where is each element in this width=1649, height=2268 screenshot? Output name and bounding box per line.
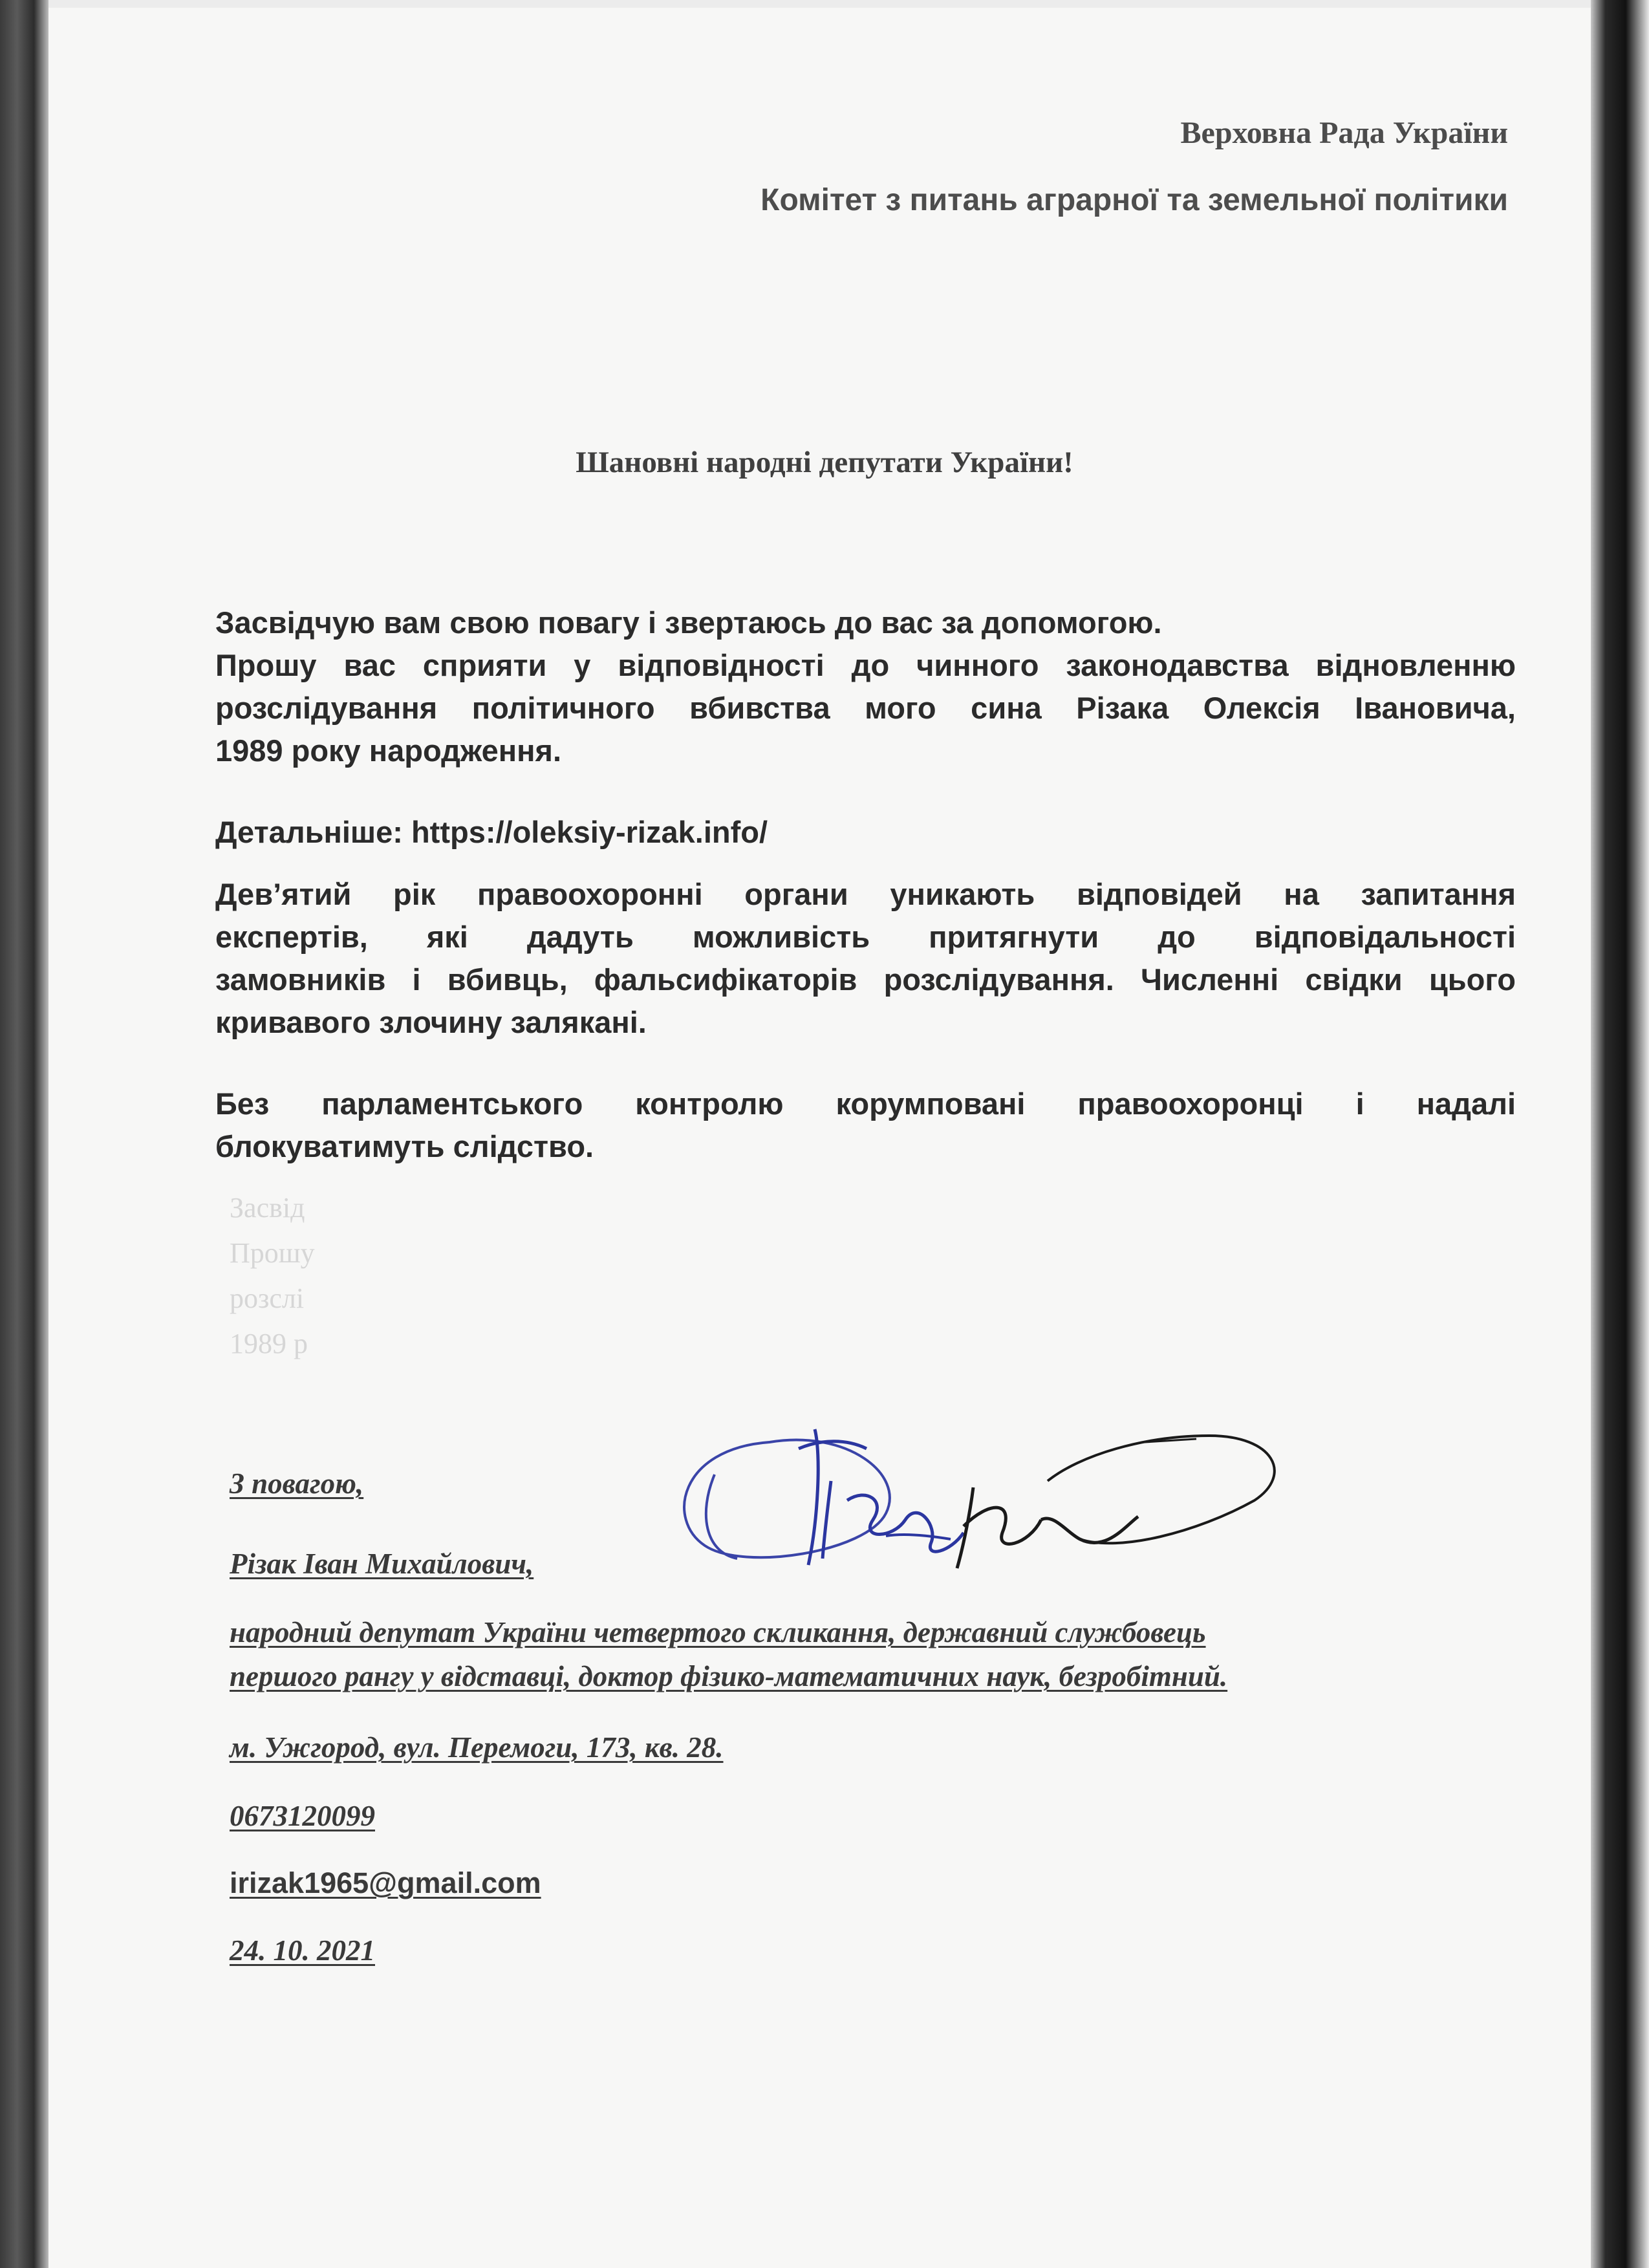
paragraph-details xyxy=(215,811,1516,854)
ghost-text: Прошу xyxy=(230,1237,315,1269)
paragraph-line: експертів, які дадуть можливість притягнути до відповідальності xyxy=(215,920,1516,954)
paragraph-line: 1989 року народження. xyxy=(215,733,562,768)
paragraph-line: кривавого злочину залякані. xyxy=(215,1005,647,1039)
paragraph-line: Прошу вас сприяти у відповідності до чинного законодавства відновленню xyxy=(215,648,1516,682)
sender-email: irizak1965@gmail.com xyxy=(230,1866,541,1899)
closing-regards: З повагою, xyxy=(230,1467,364,1500)
paragraph-request xyxy=(215,601,1516,772)
paragraph-line: Засвідчую вам свою повагу і звертаюсь до вас за допомогою. xyxy=(215,605,1162,640)
scan-edge-top xyxy=(0,0,1649,8)
details-link: https://oleksiy-rizak.info/ xyxy=(411,815,768,849)
paragraph-line: Без парламентського контролю корумповані правоохоронці і надалі xyxy=(215,1086,1516,1121)
sender-phone: 0673120099 xyxy=(230,1800,375,1832)
recipient-parliament: Верховна Рада України xyxy=(1180,116,1508,150)
scan-edge-left xyxy=(0,0,48,2268)
paragraph-line: Дев’ятий рік правоохоронні органи уникають відповідей на запитання xyxy=(215,877,1516,911)
paragraph-investigation xyxy=(215,873,1516,1044)
salutation: Шановні народні депутати України! xyxy=(576,446,1073,479)
ghost-text: 1989 р xyxy=(230,1328,308,1359)
sender-role-line: народний депутат України четвертого скликання, державний службовець xyxy=(230,1616,1206,1648)
sender-address: м. Ужгород, вул. Перемоги, 173, кв. 28. xyxy=(230,1731,724,1764)
letter-date: 24. 10. 2021 xyxy=(230,1934,375,1967)
scan-edge-right xyxy=(1591,0,1649,2268)
recipient-committee: Комітет з питань аграрної та земельної політики xyxy=(760,183,1508,217)
paragraph-control xyxy=(215,1083,1516,1168)
sender-name: Різак Іван Михайлович, xyxy=(230,1548,534,1580)
ghost-text: розслі xyxy=(230,1282,305,1314)
sender-role-line: першого рангу у відставці, доктор фізико-математичних наук, безробітний. xyxy=(230,1660,1228,1692)
ghost-text: Засвід xyxy=(230,1192,305,1224)
paragraph-line: замовників і вбивць, фальсифікаторів розслідування. Численні свідки цього xyxy=(215,962,1516,997)
paragraph-line: блокуватимуть слідство. xyxy=(215,1129,594,1163)
paragraph-line: розслідування політичного вбивства мого сина Різака Олексія Івановича, xyxy=(215,691,1516,725)
details-label: Детальніше: xyxy=(215,815,403,849)
